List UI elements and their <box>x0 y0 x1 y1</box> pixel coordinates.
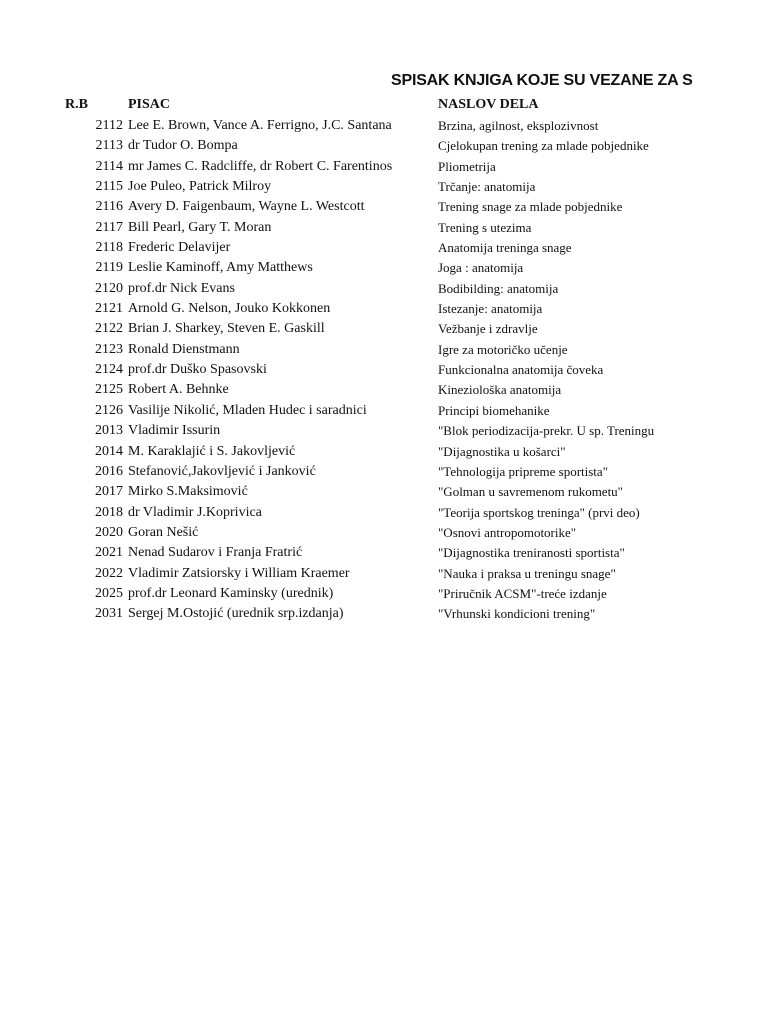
table-row <box>0 525 768 545</box>
table-row <box>0 220 768 240</box>
author: Mirko S.Maksimović <box>128 484 248 500</box>
row-number: 2016 <box>95 463 123 479</box>
row-number: 2119 <box>95 260 123 276</box>
table-row <box>0 545 768 565</box>
author: Nenad Sudarov i Franja Fratrić <box>128 545 303 561</box>
book-list <box>0 118 768 627</box>
table-row <box>0 260 768 280</box>
book-title: "Golman u savremenom rukometu" <box>438 484 623 500</box>
table-row <box>0 301 768 321</box>
author: prof.dr Nick Evans <box>128 280 235 296</box>
table-row <box>0 281 768 301</box>
column-header-rb: R.B <box>65 97 88 112</box>
table-row <box>0 484 768 504</box>
table-row <box>0 566 768 586</box>
row-number: 2014 <box>95 443 123 459</box>
table-row <box>0 403 768 423</box>
author: Sergej M.Ostojić (urednik srp.izdanja) <box>128 606 344 622</box>
table-row <box>0 362 768 382</box>
row-number: 2117 <box>95 219 123 235</box>
table-row <box>0 138 768 158</box>
table-row <box>0 342 768 362</box>
book-title: Cjelokupan trening za mlade pobjednike <box>438 138 649 154</box>
book-title: Funkcionalna anatomija čoveka <box>438 362 604 378</box>
table-row <box>0 199 768 219</box>
author: Frederic Delavijer <box>128 240 231 256</box>
author: dr Tudor O. Bompa <box>128 138 238 154</box>
author: mr James C. Radcliffe, dr Robert C. Farentinos <box>128 158 393 174</box>
row-number: 2124 <box>95 362 123 378</box>
table-row <box>0 505 768 525</box>
author: Lee E. Brown, Vance A. Ferrigno, J.C. Santana <box>128 118 392 133</box>
author: Robert A. Behnke <box>128 382 229 398</box>
row-number: 2120 <box>95 280 123 296</box>
author: M. Karaklajić i S. Jakovljević <box>128 443 296 459</box>
author: Ronald Dienstmann <box>128 341 240 357</box>
row-number: 2021 <box>95 545 123 561</box>
row-number: 2020 <box>95 524 123 540</box>
book-title: Trening s utezima <box>438 219 532 235</box>
book-title: Joga : anatomija <box>438 260 524 276</box>
column-header-pisac: PISAC <box>128 97 171 112</box>
row-number: 2116 <box>95 199 123 215</box>
book-title: "Tehnologija pripreme sportista" <box>438 463 608 479</box>
author: Arnold G. Nelson, Jouko Kokkonen <box>128 301 331 317</box>
author: dr Vladimir J.Koprivica <box>128 504 262 520</box>
table-row <box>0 464 768 484</box>
author: Goran Nešić <box>128 524 199 540</box>
book-title: "Osnovi antropomotorike" <box>438 524 577 540</box>
book-title: Igre za motoričko učenje <box>438 341 568 357</box>
row-number: 2031 <box>95 606 123 622</box>
author: Leslie Kaminoff, Amy Matthews <box>128 260 313 276</box>
author: Brian J. Sharkey, Steven E. Gaskill <box>128 321 325 337</box>
table-row <box>0 444 768 464</box>
author: Joe Puleo, Patrick Milroy <box>128 179 272 195</box>
row-number: 2025 <box>95 585 123 601</box>
table-row <box>0 382 768 402</box>
row-number: 2115 <box>95 179 123 195</box>
book-title: "Blok periodizacija-prekr. U sp. Treningu <box>438 423 655 439</box>
book-title: Kineziološka anatomija <box>438 382 562 398</box>
table-row <box>0 240 768 260</box>
table-row <box>0 586 768 606</box>
book-title: "Dijagnostika u košarci" <box>438 443 566 459</box>
table-row <box>0 159 768 179</box>
author: prof.dr Duško Spasovski <box>128 362 267 378</box>
column-header-naslov: NASLOV DELA <box>438 97 539 112</box>
book-title: "Nauka i praksa u treningu snage" <box>438 565 616 581</box>
author: prof.dr Leonard Kaminsky (urednik) <box>128 585 334 601</box>
row-number: 2018 <box>95 504 123 520</box>
row-number: 2126 <box>95 402 123 418</box>
document-title: SPISAK KNJIGA KOJE SU VEZANE ZA S <box>391 72 693 89</box>
book-title: Istezanje: anatomija <box>438 301 543 317</box>
row-number: 2114 <box>95 158 123 174</box>
row-number: 2013 <box>95 423 123 439</box>
table-row <box>0 179 768 199</box>
book-title: Anatomija treninga snage <box>438 240 572 256</box>
book-title: Vežbanje i zdravlje <box>438 321 538 337</box>
row-number: 2123 <box>95 341 123 357</box>
row-number: 2113 <box>95 138 123 154</box>
book-title: Trening snage za mlade pobjednike <box>438 199 623 215</box>
book-title: Trčanje: anatomija <box>438 179 536 195</box>
book-title: "Dijagnostika treniranosti sportista" <box>438 545 625 561</box>
row-number: 2017 <box>95 484 123 500</box>
table-row <box>0 118 768 138</box>
row-number: 2118 <box>95 240 123 256</box>
row-number: 2022 <box>95 565 123 581</box>
row-number: 2112 <box>95 118 123 133</box>
author: Vladimir Zatsiorsky i William Kraemer <box>128 565 350 581</box>
table-row <box>0 606 768 626</box>
book-title: "Teorija sportskog treninga" (prvi deo) <box>438 504 640 520</box>
author: Stefanović,Jakovljević i Janković <box>128 463 316 479</box>
book-title: Bodibilding: anatomija <box>438 280 559 296</box>
author: Vasilije Nikolić, Mladen Hudec i saradnici <box>128 402 367 418</box>
book-title: Principi biomehanike <box>438 402 550 418</box>
row-number: 2121 <box>95 301 123 317</box>
book-title: "Priručnik ACSM"-treće izdanje <box>438 585 607 601</box>
row-number: 2125 <box>95 382 123 398</box>
table-row <box>0 321 768 341</box>
author: Bill Pearl, Gary T. Moran <box>128 219 272 235</box>
table-row <box>0 423 768 443</box>
book-title: "Vrhunski kondicioni trening" <box>438 606 596 622</box>
author: Vladimir Issurin <box>128 423 221 439</box>
author: Avery D. Faigenbaum, Wayne L. Westcott <box>128 199 365 215</box>
book-title: Pliometrija <box>438 158 496 174</box>
book-title: Brzina, agilnost, eksplozivnost <box>438 118 599 133</box>
row-number: 2122 <box>95 321 123 337</box>
